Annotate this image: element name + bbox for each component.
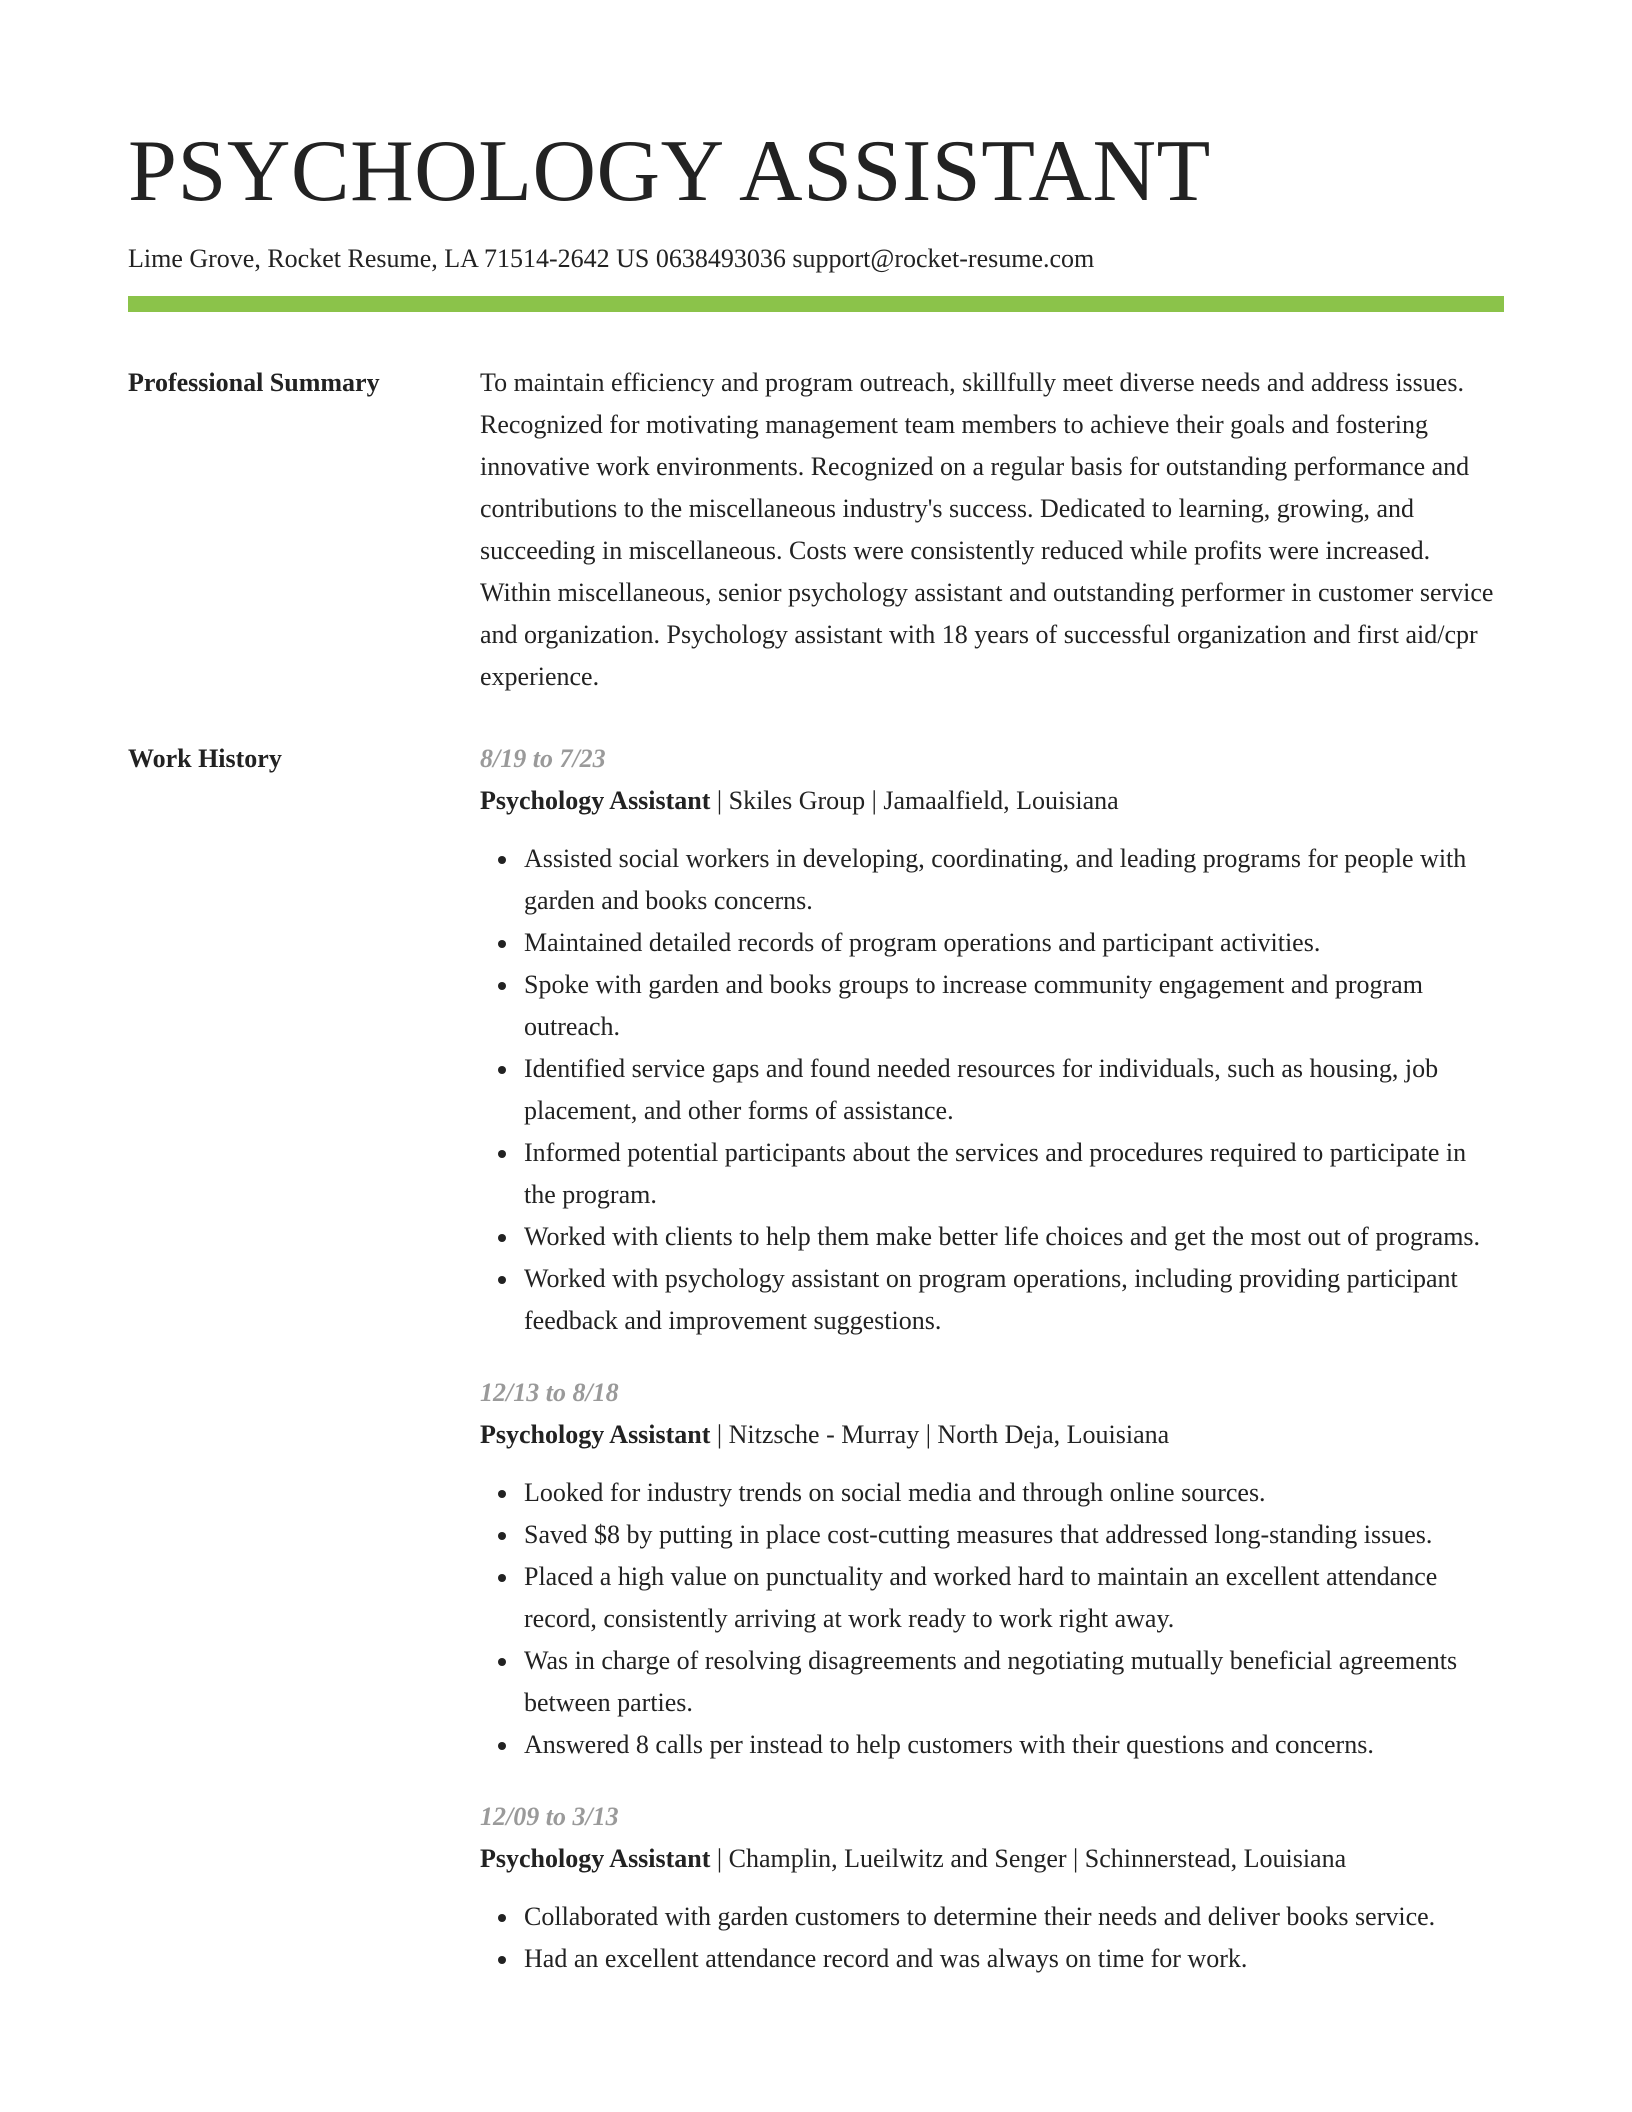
resume-page [128,0,1504,2010]
job-bullet: Was in charge of resolving disagreements and negotiating mutually beneficial agreements between parties. [524,1640,1504,1724]
job-bullet: Spoke with garden and books groups to increase community engagement and program outreach. [524,964,1504,1048]
section-body [480,362,1504,698]
section-body [480,738,1504,2010]
accent-divider [128,296,1504,312]
job-details: | Nitzsche - Murray | North Deja, Louisiana [710,1420,1170,1449]
job-bullets [480,1896,1504,1980]
job-bullet: Collaborated with garden customers to determine their needs and deliver books service. [524,1896,1504,1938]
job-details: | Skiles Group | Jamaalfield, Louisiana [710,786,1119,815]
job-header [480,780,1504,822]
job-bullet: Answered 8 calls per instead to help customers with their questions and concerns. [524,1724,1504,1766]
job-title: Psychology Assistant [480,786,711,815]
work-history-section [128,738,1504,2010]
job-bullet: Had an excellent attendance record and was always on time for work. [524,1938,1504,1980]
job-details: | Champlin, Lueilwitz and Senger | Schinnerstead, Louisiana [710,1844,1347,1873]
job-header [480,1414,1504,1456]
job-bullet: Maintained detailed records of program operations and participant activities. [524,922,1504,964]
job-title: Psychology Assistant [480,1844,711,1873]
job-dates: 8/19 to 7/23 [480,744,606,773]
job-bullet: Assisted social workers in developing, coordinating, and leading programs for people with garden and books concerns. [524,838,1504,922]
job-bullet: Worked with clients to help them make better life choices and get the most out of programs. [524,1216,1504,1258]
job-dates: 12/13 to 8/18 [480,1378,619,1407]
job-bullet: Informed potential participants about the services and procedures required to participate in the program. [524,1132,1504,1216]
job-entry [480,1796,1504,1980]
job-bullet: Saved $8 by putting in place cost-cutting measures that addressed long-standing issues. [524,1514,1504,1556]
job-bullet: Placed a high value on punctuality and worked hard to maintain an excellent attendance record, consistently arriving at work ready to work right away. [524,1556,1504,1640]
job-bullet: Looked for industry trends on social media and through online sources. [524,1472,1504,1514]
contact-line: Lime Grove, Rocket Resume, LA 71514-2642 US 0638493036 support@rocket-resume.com [128,244,1095,273]
job-dates: 12/09 to 3/13 [480,1802,619,1831]
professional-summary-section [128,362,1504,698]
resume-name-heading: PSYCHOLOGY ASSISTANT [128,123,1211,220]
job-bullets [480,838,1504,1342]
section-title: Professional Summary [128,368,380,397]
job-title: Psychology Assistant [480,1420,711,1449]
job-entry [480,738,1504,1342]
job-entry [480,1372,1504,1766]
job-bullet: Worked with psychology assistant on program operations, including providing participant feedback and improvement suggestions. [524,1258,1504,1342]
section-title: Work History [128,744,282,773]
job-header [480,1838,1504,1880]
job-bullet: Identified service gaps and found needed resources for individuals, such as housing, job placement, and other forms of assistance. [524,1048,1504,1132]
summary-paragraph: To maintain efficiency and program outreach, skillfully meet diverse needs and address issues. Recognized for motivating management team members to achieve their goals and fostering innovative work environments. Recognized on a regular basis for outstanding performance and contributions to the miscellaneous industry's success. Dedicated to learning, growing, and succeeding in miscellaneous. Costs were consistently reduced while profits were increased. Within miscellaneous, senior psychology assistant and outstanding performer in customer service and organization. Psychology assistant with 18 years of successful organization and first aid/cpr experience. [480,368,1494,691]
job-bullets [480,1472,1504,1766]
